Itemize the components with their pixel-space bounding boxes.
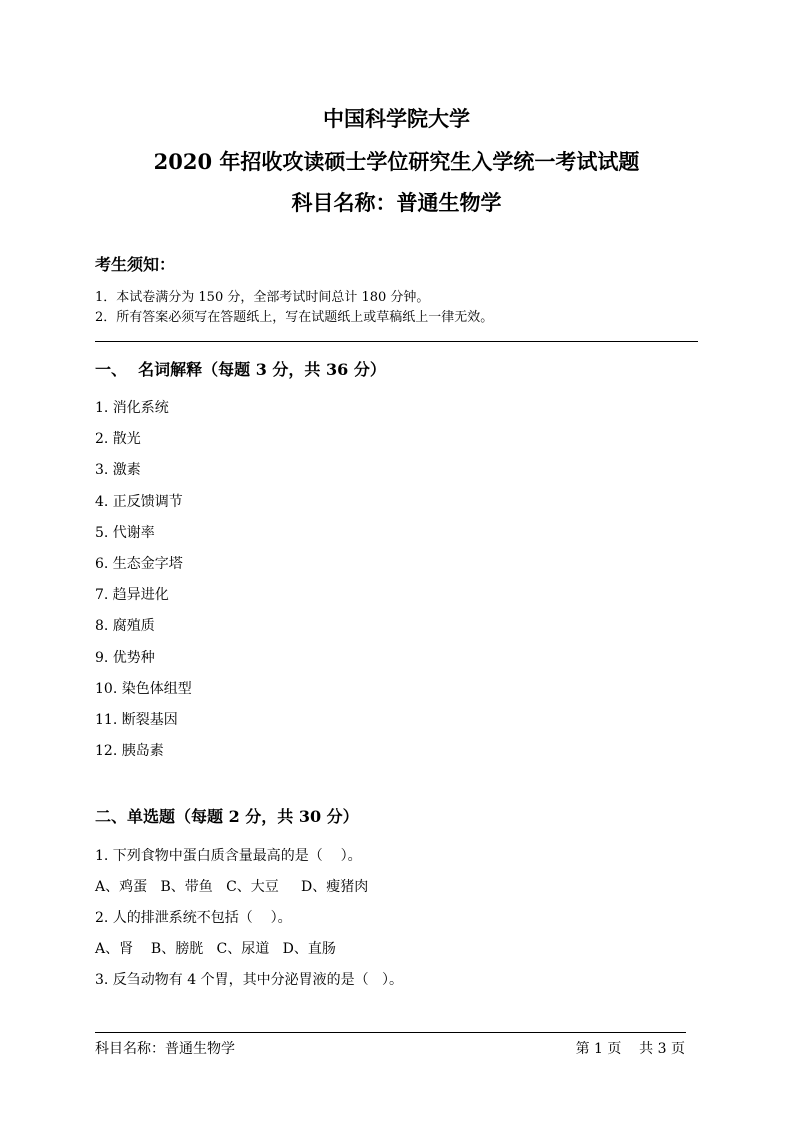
term-list (95, 398, 192, 772)
list-item: 3. 激素 (95, 462, 141, 479)
question-line: A、肾 B、膀胱 C、尿道 D、直肠 (95, 941, 336, 957)
question-line: 3. 反刍动物有 4 个胃，其中分泌胃液的是（ ）。 (95, 972, 403, 988)
notice-item: 2．所有答案必须写在答题纸上，写在试题纸上或草稿纸上一律无效。 (95, 310, 494, 325)
section-1-title: 一、 名词解释（每题 3 分，共 36 分） (95, 360, 386, 379)
question-list (95, 846, 403, 1001)
list-item: 1. 消化系统 (95, 400, 169, 416)
question-line: A、鸡蛋 B、带鱼 C、大豆 D、瘦猪肉 (95, 879, 369, 895)
divider (95, 341, 698, 342)
section-2-title: 二、单选题（每题 2 分，共 30 分） (95, 807, 359, 826)
list-item: 9. 优势种 (95, 649, 155, 666)
list-item: 5. 代谢率 (95, 524, 155, 541)
notice-title: 考生须知： (95, 255, 176, 274)
question-line: 2. 人的排泄系统不包括（ ）。 (95, 910, 292, 926)
list-item: 4. 正反馈调节 (95, 493, 183, 510)
subject-title: 科目名称：普通生物学 (291, 190, 502, 215)
list-item: 10. 染色体组型 (95, 680, 192, 697)
footer-subject: 科目名称：普通生物学 (95, 1041, 235, 1057)
list-item: 7. 趋异进化 (95, 587, 169, 604)
footer-divider (95, 1032, 686, 1033)
exam-title: 2020 年招收攻读硕士学位研究生入学统一考试试题 (153, 149, 640, 174)
question-line: 1. 下列食物中蛋白质含量最高的是（ ）。 (95, 848, 362, 864)
list-item: 11. 断裂基因 (95, 711, 178, 728)
list-item: 12. 胰岛素 (95, 743, 164, 760)
list-item: 6. 生态金字塔 (95, 555, 183, 572)
list-item: 8. 腐殖质 (95, 618, 155, 635)
university-title: 中国科学院大学 (323, 106, 470, 131)
notice-item: 1．本试卷满分为 150 分，全部考试时间总计 180 分钟。 (95, 290, 430, 305)
list-item: 2. 散光 (95, 431, 141, 448)
footer-page-number: 第 1 页 共 3 页 (575, 1041, 685, 1057)
